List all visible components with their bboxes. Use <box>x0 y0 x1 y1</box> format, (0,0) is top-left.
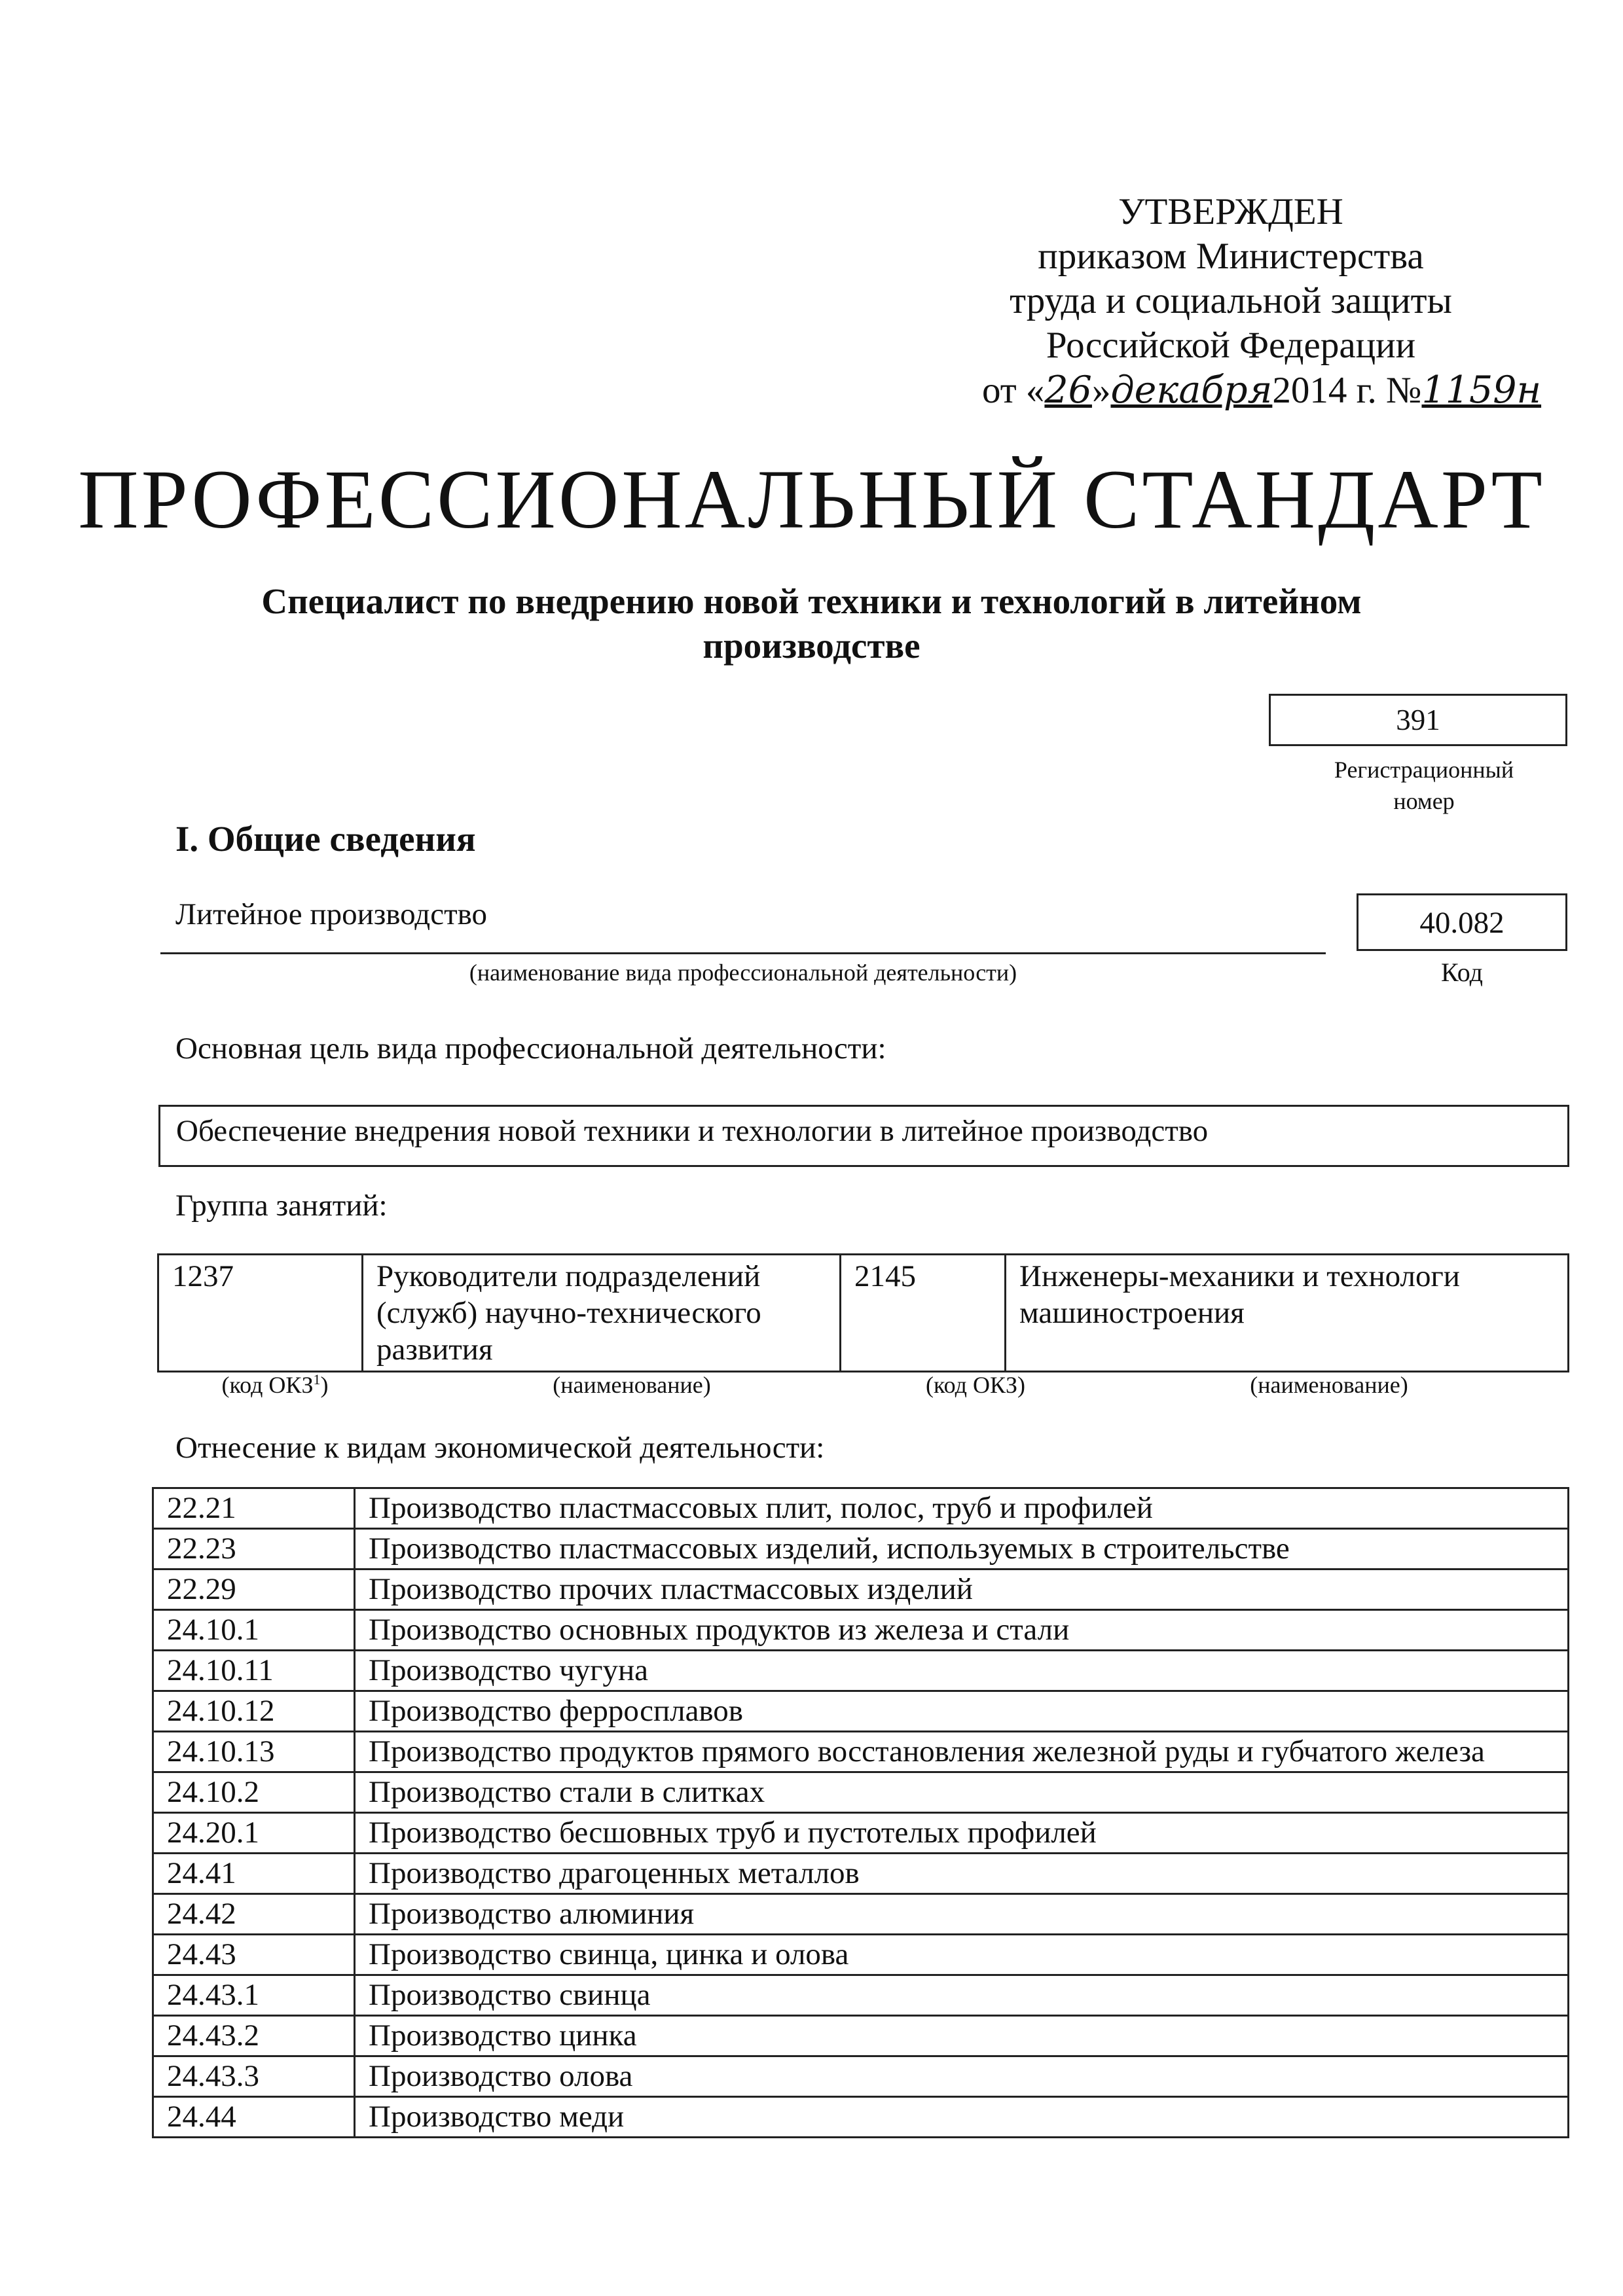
okved-row <box>153 1813 1569 1854</box>
activity-underline <box>160 952 1326 954</box>
registration-label-line1: Регистрационный <box>1334 757 1514 783</box>
order-number-handwritten: 1159н <box>1421 368 1542 412</box>
occupation-group-table <box>157 1253 1569 1372</box>
date-year: 2014 г. № <box>1272 370 1422 411</box>
okz-name-cell: Руководители подразделений (служб) научно-технического развития <box>363 1255 841 1372</box>
okved-code-cell: 24.41 <box>153 1854 355 1894</box>
okved-table-body <box>153 1488 1569 2138</box>
okved-name-cell: Производство олова <box>355 2056 1569 2097</box>
registration-label-line2: номер <box>1393 788 1455 814</box>
okved-code-cell: 24.10.12 <box>153 1691 355 1732</box>
approval-country-line: Российской Федерации <box>1046 325 1416 366</box>
okved-row <box>153 1651 1569 1691</box>
okz-code-cell: 1237 <box>158 1255 363 1372</box>
okved-code-cell: 24.42 <box>153 1894 355 1935</box>
okved-row <box>153 1691 1569 1732</box>
okved-row <box>153 2016 1569 2056</box>
okved-name-cell: Производство алюминия <box>355 1894 1569 1935</box>
standard-name <box>0 579 1622 668</box>
goal-box: Обеспечение внедрения новой техники и технологии в литейное производство <box>158 1105 1569 1167</box>
okved-code-cell: 22.21 <box>153 1488 355 1529</box>
okved-row <box>153 1975 1569 2016</box>
okved-row <box>153 1894 1569 1935</box>
okved-row <box>153 1935 1569 1975</box>
date-month-handwritten: декабря <box>1110 368 1273 412</box>
okved-name-cell: Производство драгоценных металлов <box>355 1854 1569 1894</box>
okved-name-cell: Производство свинца <box>355 1975 1569 2016</box>
date-day-handwritten: 26 <box>1044 368 1092 412</box>
okved-code-cell: 24.43.2 <box>153 2016 355 2056</box>
date-prefix: от « <box>982 370 1045 411</box>
document-title: ПРОФЕССИОНАЛЬНЫЙ СТАНДАРТ <box>78 453 1545 546</box>
okz-name-cell: Инженеры-механики и технологи машиностроения <box>1006 1255 1569 1372</box>
okved-name-cell: Производство пластмассовых изделий, используемых в строительстве <box>355 1529 1569 1570</box>
activity-name: Литейное производство <box>175 897 487 931</box>
occupation-group-captions <box>157 1371 1569 1404</box>
okz-code-caption: (код ОКЗ) <box>926 1372 1025 1398</box>
okved-name-cell: Производство стали в слитках <box>355 1772 1569 1813</box>
approval-ministry-line: труда и социальной защиты <box>1010 280 1452 321</box>
okved-row <box>153 1732 1569 1772</box>
okved-name-cell: Производство прочих пластмассовых изделий <box>355 1570 1569 1610</box>
registration-number-box: 391 <box>1269 694 1567 746</box>
okved-code-cell: 24.10.13 <box>153 1732 355 1772</box>
okved-code-cell: 24.43.3 <box>153 2056 355 2097</box>
okved-code-cell: 24.43.1 <box>153 1975 355 2016</box>
okved-row <box>153 2097 1569 2138</box>
okved-row <box>153 1854 1569 1894</box>
activity-code-box: 40.082 <box>1357 893 1567 951</box>
activity-code-caption: Код <box>1441 958 1483 987</box>
okved-label: Отнесение к видам экономической деятельности: <box>175 1431 825 1465</box>
name-caption-1: (наименование) <box>553 1372 711 1398</box>
name-caption-2: (наименование) <box>1250 1372 1408 1398</box>
okved-name-cell: Производство свинца, цинка и олова <box>355 1935 1569 1975</box>
okved-code-cell: 24.10.2 <box>153 1772 355 1813</box>
okved-name-cell: Производство чугуна <box>355 1651 1569 1691</box>
section-heading: I. Общие сведения <box>175 819 476 859</box>
approval-date-line <box>982 368 1623 415</box>
okz-code-caption-with-footnote: (код ОКЗ$^1$) <box>221 1371 329 1398</box>
date-mid: » <box>1091 370 1111 411</box>
okved-name-cell: Производство меди <box>355 2097 1569 2138</box>
okved-name-cell: Производство продуктов прямого восстановления железной руды и губчатого железа <box>355 1732 1569 1772</box>
okved-row <box>153 1488 1569 1529</box>
okved-code-cell: 24.20.1 <box>153 1813 355 1854</box>
registration-label <box>1283 754 1565 817</box>
okz-code-cell: 2145 <box>841 1255 1006 1372</box>
okved-row <box>153 1529 1569 1570</box>
approval-block <box>982 190 1623 415</box>
okved-row <box>153 2056 1569 2097</box>
okved-code-cell: 24.44 <box>153 2097 355 2138</box>
occupation-group-label: Группа занятий: <box>175 1189 388 1223</box>
approval-heading: УТВЕРЖДЕН <box>1118 191 1343 232</box>
okved-row <box>153 1610 1569 1651</box>
occupation-group-row <box>158 1255 1569 1372</box>
standard-name-line2: производстве <box>702 626 921 666</box>
okved-name-cell: Производство пластмассовых плит, полос, труб и профилей <box>355 1488 1569 1529</box>
okved-code-cell: 24.43 <box>153 1935 355 1975</box>
standard-name-line1: Специалист по внедрению новой техники и технологий в литейном <box>261 581 1362 621</box>
approval-order-line: приказом Министерства <box>1038 236 1424 277</box>
okved-name-cell: Производство ферросплавов <box>355 1691 1569 1732</box>
goal-label: Основная цель вида профессиональной деятельности: <box>175 1031 886 1066</box>
okved-code-cell: 24.10.1 <box>153 1610 355 1651</box>
okved-row <box>153 1772 1569 1813</box>
okved-table <box>152 1487 1569 2138</box>
okved-code-cell: 22.23 <box>153 1529 355 1570</box>
okved-name-cell: Производство основных продуктов из железа и стали <box>355 1610 1569 1651</box>
activity-caption: (наименование вида профессиональной деятельности) <box>469 960 1017 986</box>
okved-code-cell: 22.29 <box>153 1570 355 1610</box>
footnote-marker: 1 <box>313 1371 321 1388</box>
okved-name-cell: Производство бесшовных труб и пустотелых профилей <box>355 1813 1569 1854</box>
okved-row <box>153 1570 1569 1610</box>
okved-code-cell: 24.10.11 <box>153 1651 355 1691</box>
okved-name-cell: Производство цинка <box>355 2016 1569 2056</box>
